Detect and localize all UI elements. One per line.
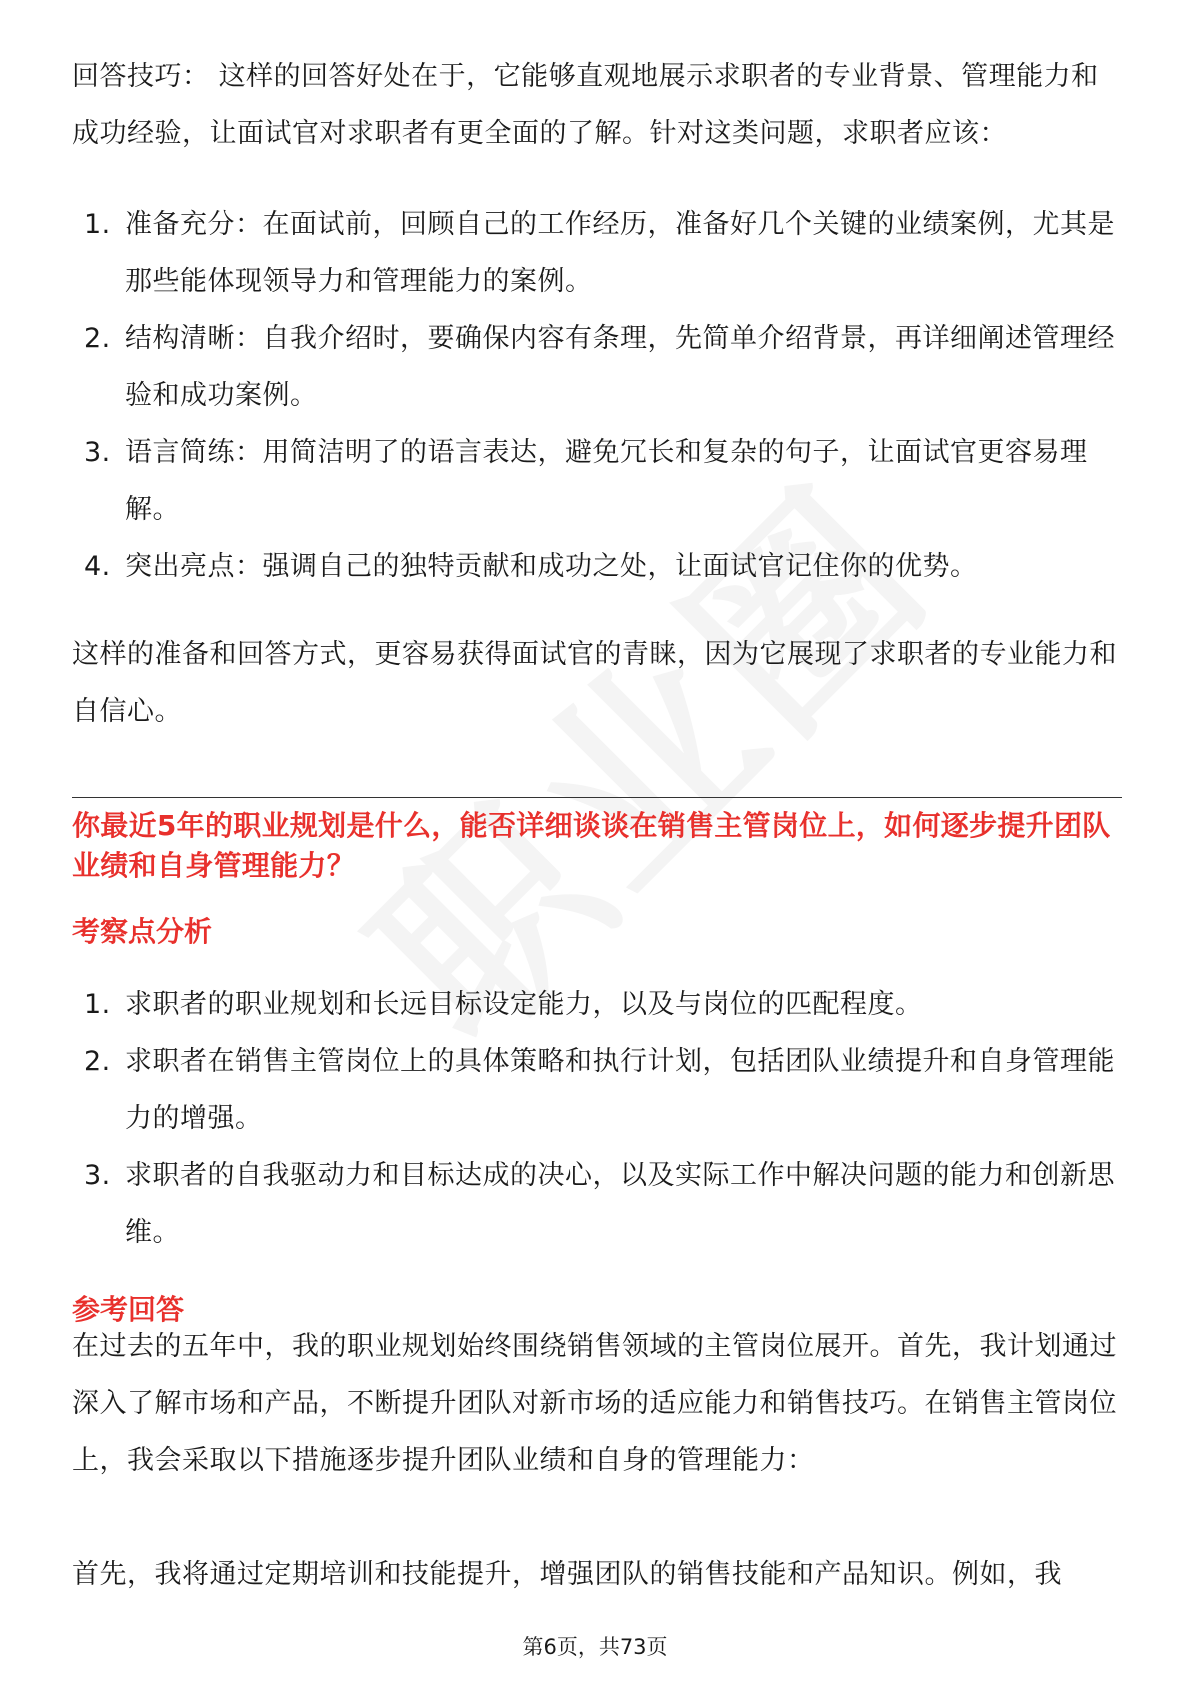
list-item-text: 求职者的职业规划和长远目标设定能力，以及与岗位的匹配程度。 [125, 989, 923, 1020]
list-item [72, 1033, 1122, 1147]
tips-list [72, 196, 1122, 595]
section-divider [72, 797, 1122, 798]
list-item-number: 2. [84, 1046, 111, 1077]
list-item [72, 196, 1122, 310]
list-item [72, 310, 1122, 424]
answer-heading: 参考回答 [72, 1293, 185, 1326]
list-item-text: 求职者的自我驱动力和目标达成的决心，以及实际工作中解决问题的能力和创新思维。 [125, 1160, 1115, 1248]
list-item [72, 976, 1122, 1033]
answer-paragraph: 在过去的五年中，我的职业规划始终围绕销售领域的主管岗位展开。首先，我计划通过深入了解市场和产品，不断提升团队对新市场的适应能力和销售技巧。在销售主管岗位上，我会采取以下措施逐步提升团队业绩和自身的管理能力： [72, 1331, 1117, 1476]
list-item-text: 突出亮点：强调自己的独特贡献和成功之处，让面试官记住你的优势。 [125, 551, 978, 582]
list-item-number: 2. [84, 323, 111, 354]
answer-paragraph: 首先，我将通过定期培训和技能提升，增强团队的销售技能和产品知识。例如，我 [72, 1559, 1062, 1590]
list-item-text: 语言简练：用简洁明了的语言表达，避免冗长和复杂的句子，让面试官更容易理解。 [125, 437, 1088, 525]
list-item-text: 准备充分：在面试前，回顾自己的工作经历，准备好几个关键的业绩案例，尤其是那些能体现领导力和管理能力的案例。 [125, 209, 1115, 297]
list-item-number: 1. [84, 209, 111, 240]
list-item-text: 结构清晰：自我介绍时，要确保内容有条理，先简单介绍背景，再详细阐述管理经验和成功案例。 [125, 323, 1115, 411]
answer-tips-paragraph: 回答技巧： 这样的回答好处在于，它能够直观地展示求职者的专业背景、管理能力和成功经验，让面试官对求职者有更全面的了解。针对这类问题，求职者应该： [72, 61, 1099, 149]
list-item [72, 538, 1122, 595]
page-number: 第6页，共73页 [522, 1635, 668, 1659]
list-item-number: 3. [84, 437, 111, 468]
analysis-heading: 考察点分析 [72, 915, 213, 948]
list-item-number: 4. [84, 551, 111, 582]
interview-question: 你最近5年的职业规划是什么，能否详细谈谈在销售主管岗位上，如何逐步提升团队业绩和自身管理能力？ [72, 809, 1111, 882]
summary-paragraph: 这样的准备和回答方式，更容易获得面试官的青睐，因为它展现了求职者的专业能力和自信心。 [72, 639, 1117, 727]
list-item-number: 1. [84, 989, 111, 1020]
list-item [72, 1147, 1122, 1261]
list-item-text: 求职者在销售主管岗位上的具体策略和执行计划，包括团队业绩提升和自身管理能力的增强。 [125, 1046, 1115, 1134]
analysis-list [72, 976, 1122, 1261]
list-item [72, 424, 1122, 538]
list-item-number: 3. [84, 1160, 111, 1191]
